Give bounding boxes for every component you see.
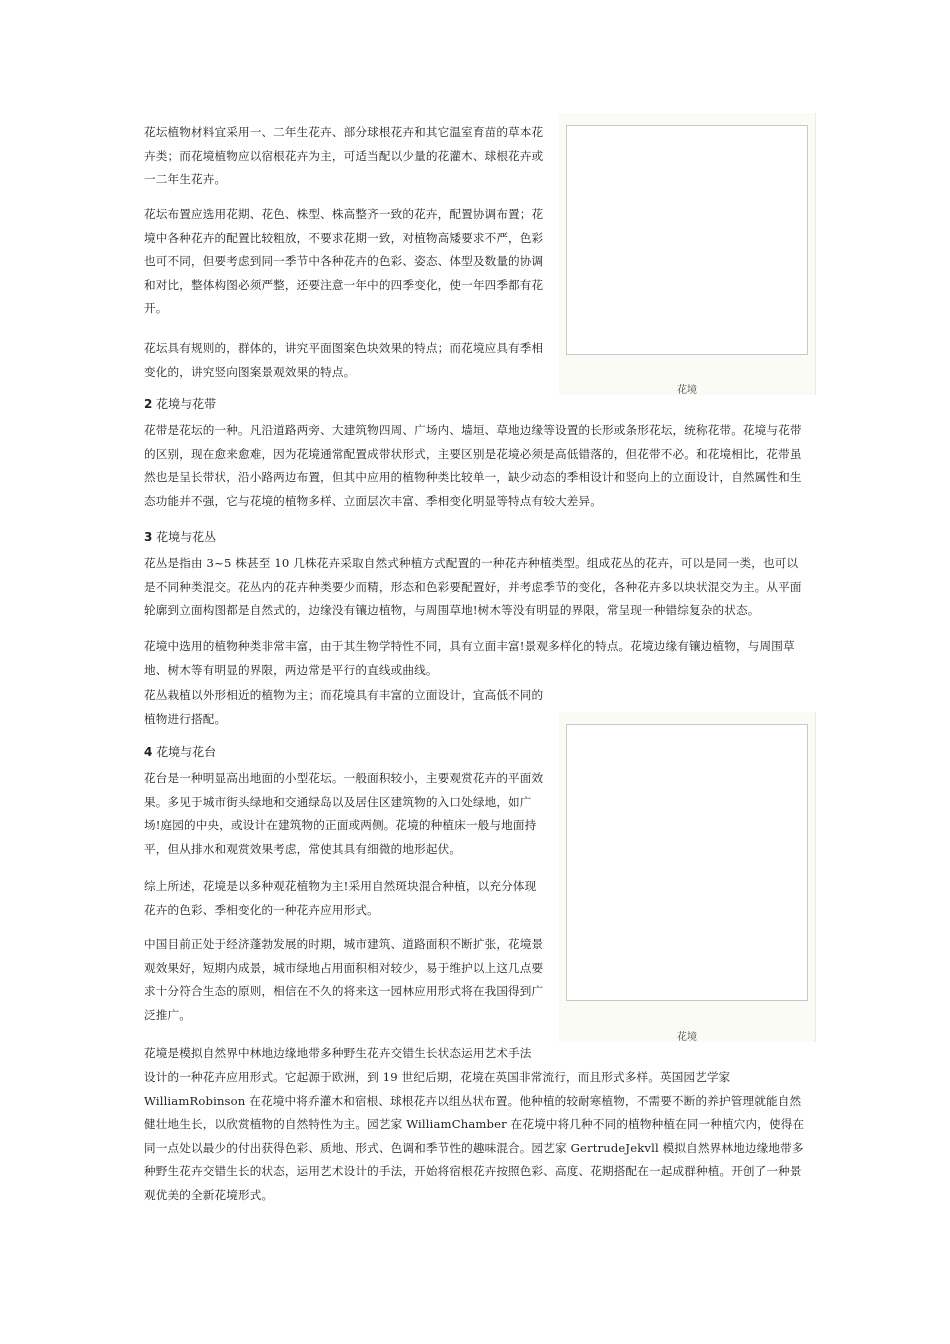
paragraph-1: 花坛植物材料宜采用一、二年生花卉、部分球根花卉和其它温室育苗的草本花卉类；而花境植物应以宿根花卉为主，可适当配以少量的花灌木、球根花卉或一二年生花卉。 xyxy=(144,125,544,186)
paragraph-11-line-1: 花境是模拟自然界中林地边缘地带多种野生花卉交错生长状态运用艺术手法 xyxy=(144,1046,532,1060)
figure-1-image xyxy=(566,125,808,355)
paragraph-11: 设计的一种花卉应用形式。它起源于欧洲，到 19 世纪后期，花境在英国非常流行，而且形式多样。英国园艺学家 WilliamRobinson 在花境中将乔灌木和宿根、球根花卉以组丛状布置。他种植的较耐寒植物，不需要不断的养护管理就能自然健壮地生长，以欣赏植物的自然特性为主。园艺家 WilliamChamber 在花境中将几种不同的植物种植在同一种植穴内，使得在同一点处以最少的付出获得色彩、质地、形式、色调和季节性的趣味混合。园艺家 GertrudeJekvll 模拟自然界林地边缘地带多种野生花卉交错生长的状态，运用艺术设计的手法，开始将宿根花卉按照色彩、高度、花期搭配在一起成群种植。开创了一种景观优美的全新花境形式。 xyxy=(144,1070,805,1202)
heading-4-number: 4 xyxy=(144,745,153,759)
heading-4 xyxy=(144,742,216,762)
figure-2-image xyxy=(566,724,808,1001)
heading-2-text: 花境与花带 xyxy=(152,397,217,411)
heading-2 xyxy=(144,394,216,414)
heading-3-text: 花境与花丛 xyxy=(152,530,217,544)
figure-2 xyxy=(559,712,816,1042)
paragraph-5: 花丛是指由 3~5 株甚至 10 几株花卉采取自然式种植方式配置的一种花卉种植类型。组成花丛的花卉，可以是同一类，也可以是不同种类混交。花丛内的花卉种类要少而精，形态和色彩要配置好，并考虑季节的变化，各种花卉多以块状混交为主。从平面轮廓到立面构图都是自然式的，边缘没有镶边植物，与周围草地!树木等没有明显的界限，常呈现一种错综复杂的状态。 xyxy=(144,556,802,617)
figure-1 xyxy=(559,113,816,395)
paragraph-4: 花带是花坛的一种。凡沿道路两旁、大建筑物四周、广场内、墙垣、草地边缘等设置的长形或条形花坛，统称花带。花境与花带的区别，现在愈来愈难，因为花境通常配置成带状形式，主要区别是花境必须是高低错落的，但花带不必。和花境相比，花带虽然也是呈长带状，沿小路两边布置，但其中应用的植物种类比较单一，缺少动态的季相设计和竖向上的立面设计，自然属性和生态功能并不强，它与花境的植物多样、立面层次丰富、季相变化明显等特点有较大差异。 xyxy=(144,423,802,508)
heading-2-number: 2 xyxy=(144,397,153,411)
paragraph-8: 花台是一种明显高出地面的小型花坛。一般面积较小，主要观赏花卉的平面效果。多见于城市街头绿地和交通绿岛以及居住区建筑物的入口处绿地，如广场!庭园的中央，或设计在建筑物的正面或两侧。花境的种植床一般与地面持平，但从排水和观赏效果考虑，常使其具有细微的地形起伏。 xyxy=(144,771,544,856)
heading-3-number: 3 xyxy=(144,530,153,544)
heading-4-text: 花境与花台 xyxy=(152,745,217,759)
paragraph-7: 花丛栽植以外形相近的植物为主；而花境具有丰富的立面设计，宜高低不同的植物进行搭配。 xyxy=(144,688,544,726)
paragraph-3: 花坛具有规则的，群体的，讲究平面图案色块效果的特点；而花境应具有季相变化的，讲究竖向图案景观效果的特点。 xyxy=(144,341,544,379)
paragraph-6: 花境中选用的植物种类非常丰富，由于其生物学特性不同，具有立面丰富!景观多样化的特点。花境边缘有镶边植物，与周围草地、树木等有明显的界限，两边常是平行的直线或曲线。 xyxy=(144,639,795,677)
paragraph-2: 花坛布置应选用花期、花色、株型、株高整齐一致的花卉，配置协调布置；花境中各种花卉的配置比较粗放，不要求花期一致，对植物高矮要求不严，色彩也可不同，但要考虑到同一季节中各种花卉的色彩、姿态、体型及数量的协调和对比，整体构图必须严整，还要注意一年中的四季变化，使一年四季都有花开。 xyxy=(144,207,544,315)
figure-2-caption: 花境 xyxy=(677,1032,697,1043)
paragraph-9: 综上所述，花境是以多种观花植物为主!采用自然斑块混合种植，以充分体现花卉的色彩、季相变化的一种花卉应用形式。 xyxy=(144,879,537,917)
heading-3 xyxy=(144,527,216,547)
paragraph-10: 中国目前正处于经济蓬勃发展的时期，城市建筑、道路面积不断扩张，花境景观效果好，短期内成景，城市绿地占用面积相对较少，易于维护以上这几点要求十分符合生态的原则，相信在不久的将来这一园林应用形式将在我国得到广泛推广。 xyxy=(144,937,544,1022)
figure-1-caption: 花境 xyxy=(677,385,697,396)
